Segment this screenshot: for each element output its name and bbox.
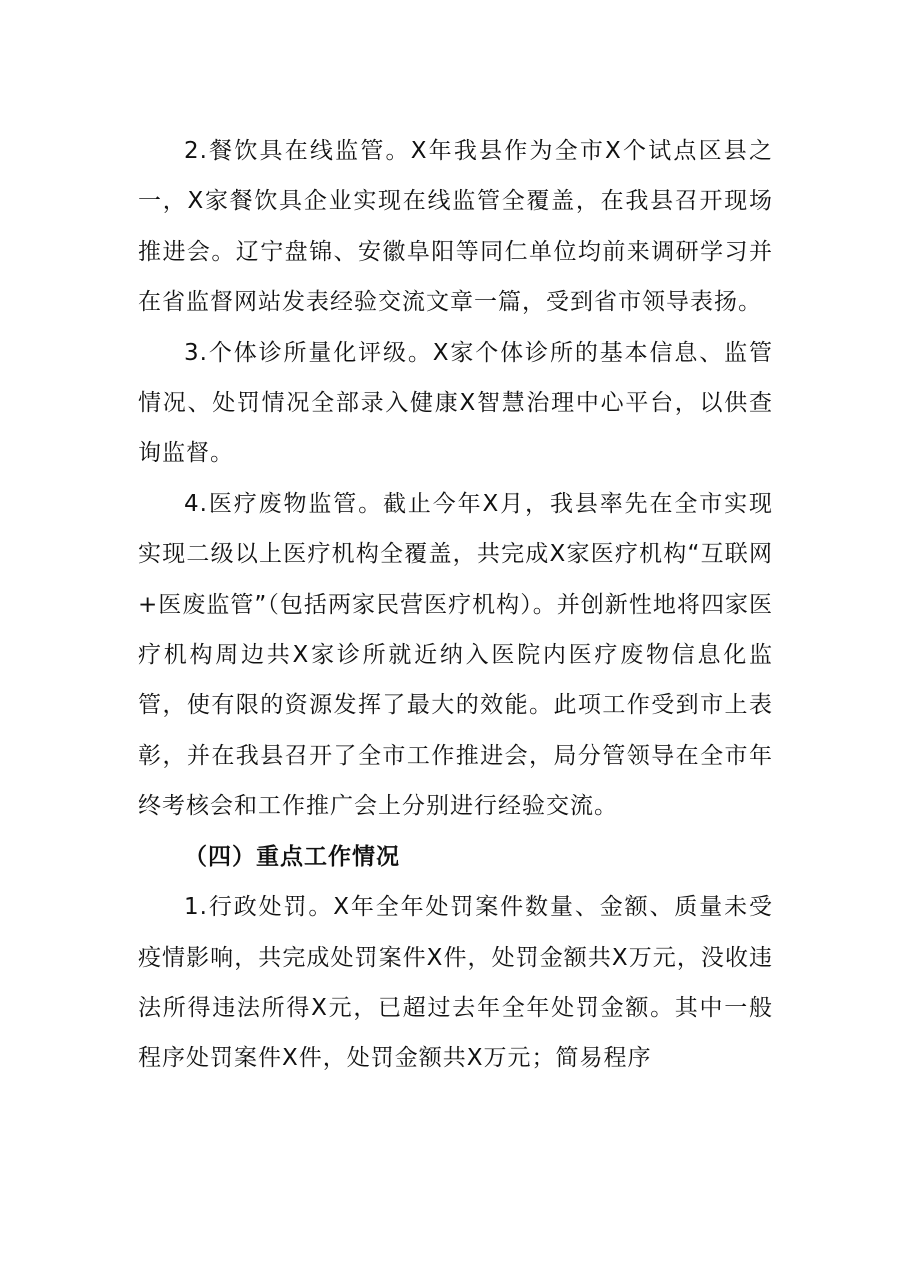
document-body [138, 126, 773, 1084]
paragraph-medical-waste: 4.医疗废物监管。截止今年X月，我县率先在全市实现实现二级以上医疗机构全覆盖，共完成X家医疗机构“互联网+医废监管”（包括两家民营医疗机构）。并创新性地将四家医疗机构周边共X家诊所就近纳入医院内医疗废物信息化监管，使有限的资源发挥了最大的效能。此项工作受到市上表彰，并在我县召开了全市工作推进会，局分管领导在全市年终考核会和工作推广会上分别进行经验交流。 [138, 490, 773, 820]
paragraph-administrative-penalty: 1.行政处罚。X年全年处罚案件数量、金额、质量未受疫情影响，共完成处罚案件X件，处罚金额共X万元，没收违法所得违法所得X元，已超过去年全年处罚金额。其中一般程序处罚案件X件，处罚金额共X万元；简易程序 [138, 894, 773, 1072]
paragraph-tableware-monitoring: 2.餐饮具在线监管。X年我县作为全市X个试点区县之一，X家餐饮具企业实现在线监管全覆盖，在我县召开现场推进会。辽宁盘锦、安徽阜阳等同仁单位均前来调研学习并在省监督网站发表经验交流文章一篇，受到省市领导表扬。 [138, 138, 773, 316]
paragraph-clinic-rating: 3.个体诊所量化评级。X家个体诊所的基本信息、监管情况、处罚情况全部录入健康X智慧治理中心平台，以供查询监督。 [138, 339, 773, 467]
section-heading: （四）重点工作情况 [184, 843, 400, 870]
